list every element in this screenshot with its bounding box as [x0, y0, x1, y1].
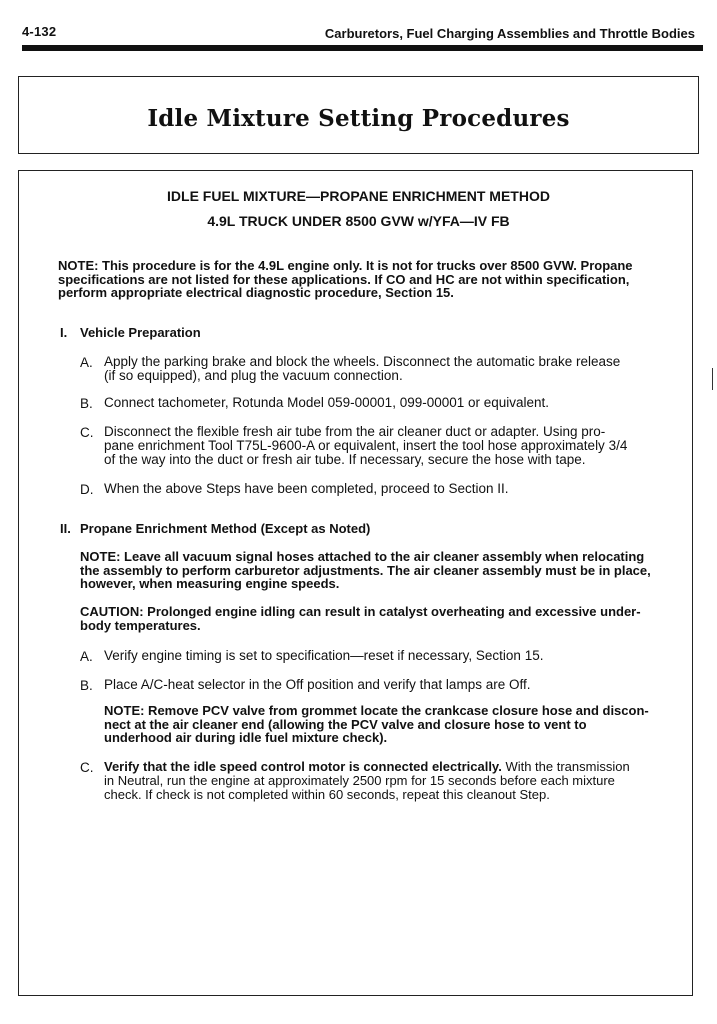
- item-text: [104, 482, 509, 496]
- item-text: Place A/C-heat selector in the Off position and verify that lamps are Off.: [104, 677, 531, 692]
- item-line: Apply the parking brake and block the wheels. Disconnect the automatic brake release: [104, 354, 621, 369]
- item-marker: A.: [80, 649, 93, 664]
- item-line: (if so equipped), and plug the vacuum connection.: [104, 368, 403, 383]
- item-marker: D.: [80, 482, 94, 497]
- item-line: pane enrichment Tool T75L-9600-A or equivalent, insert the tool hose approximately 3/4: [104, 438, 628, 453]
- intro-note: [58, 259, 633, 300]
- item-marker: B.: [80, 396, 93, 411]
- item-text: [104, 760, 630, 802]
- item-line: check. If check is not completed within 60 seconds, repeat this cleanout Step.: [104, 787, 550, 802]
- section-note: [80, 550, 651, 591]
- margin-mark: [712, 368, 717, 390]
- item-marker: C.: [80, 760, 94, 775]
- title-box: [18, 76, 699, 154]
- item-b-note: [104, 704, 649, 745]
- item-line: Connect tachometer, Rotunda Model 059-00001, 099-00001 or equivalent.: [104, 395, 550, 410]
- note-line: however, when measuring engine speeds.: [80, 576, 340, 591]
- item-bold-lead: Verify that the idle speed control motor is connected electrically.: [104, 759, 502, 774]
- item-marker: A.: [80, 355, 93, 370]
- item-line: in Neutral, run the engine at approximately 2500 rpm for 15 seconds before each mixture: [104, 773, 615, 788]
- item-text: [104, 396, 549, 410]
- item-text: [104, 355, 620, 383]
- intro-note-line: specifications are not listed for these applications. If CO and HC are not within specification,: [58, 271, 630, 287]
- running-title: Carburetors, Fuel Charging Assemblies and Throttle Bodies: [324, 26, 695, 41]
- note-line: NOTE: Remove PCV valve from grommet locate the crankcase closure hose and discon-: [104, 703, 649, 718]
- section-title: Propane Enrichment Method (Except as Noted): [80, 521, 371, 536]
- page-number: 4-132: [22, 24, 57, 39]
- intro-note-line: NOTE: This procedure is for the 4.9L engine only. It is not for trucks over 8500 GVW. Propane: [58, 258, 633, 273]
- section-marker: I.: [60, 325, 68, 340]
- caution-note: [80, 605, 641, 632]
- item-line: Disconnect the flexible fresh air tube from the air cleaner duct or adapter. Using pro-: [104, 424, 606, 439]
- item-marker: B.: [80, 678, 93, 693]
- header-rule: [22, 45, 703, 51]
- item-line-rest: With the transmission: [501, 759, 630, 774]
- note-line: underhood air during idle fuel mixture check).: [104, 730, 388, 745]
- item-text: Verify engine timing is set to specification—reset if necessary, Section 15.: [104, 648, 544, 663]
- item-line: When the above Steps have been completed, proceed to Section II.: [104, 481, 509, 496]
- page-title: Idle Mixture Setting Procedures: [147, 104, 570, 132]
- caution-line: CAUTION: Prolonged engine idling can result in catalyst overheating and excessive under-: [80, 604, 641, 619]
- item-line: of the way into the duct or fresh air tube. If necessary, secure the hose with tape.: [104, 452, 586, 467]
- procedure-heading: IDLE FUEL MIXTURE—PROPANE ENRICHMENT METHOD: [167, 188, 550, 204]
- note-line: nect at the air cleaner end (allowing the PCV valve and closure hose to vent to: [104, 716, 587, 732]
- section-marker: II.: [60, 521, 71, 536]
- caution-line: body temperatures.: [80, 617, 201, 633]
- section-title: Vehicle Preparation: [80, 325, 201, 340]
- item-line: [104, 760, 630, 774]
- note-line: the assembly to perform carburetor adjustments. The air cleaner assembly must be in place,: [80, 562, 651, 578]
- note-line: NOTE: Leave all vacuum signal hoses attached to the air cleaner assembly when relocating: [80, 549, 645, 564]
- item-marker: C.: [80, 425, 94, 440]
- intro-note-line: perform appropriate electrical diagnostic procedure, Section 15.: [58, 285, 454, 300]
- procedure-subheading: 4.9L TRUCK UNDER 8500 GVW w/YFA—IV FB: [207, 213, 510, 229]
- item-text: [104, 425, 627, 467]
